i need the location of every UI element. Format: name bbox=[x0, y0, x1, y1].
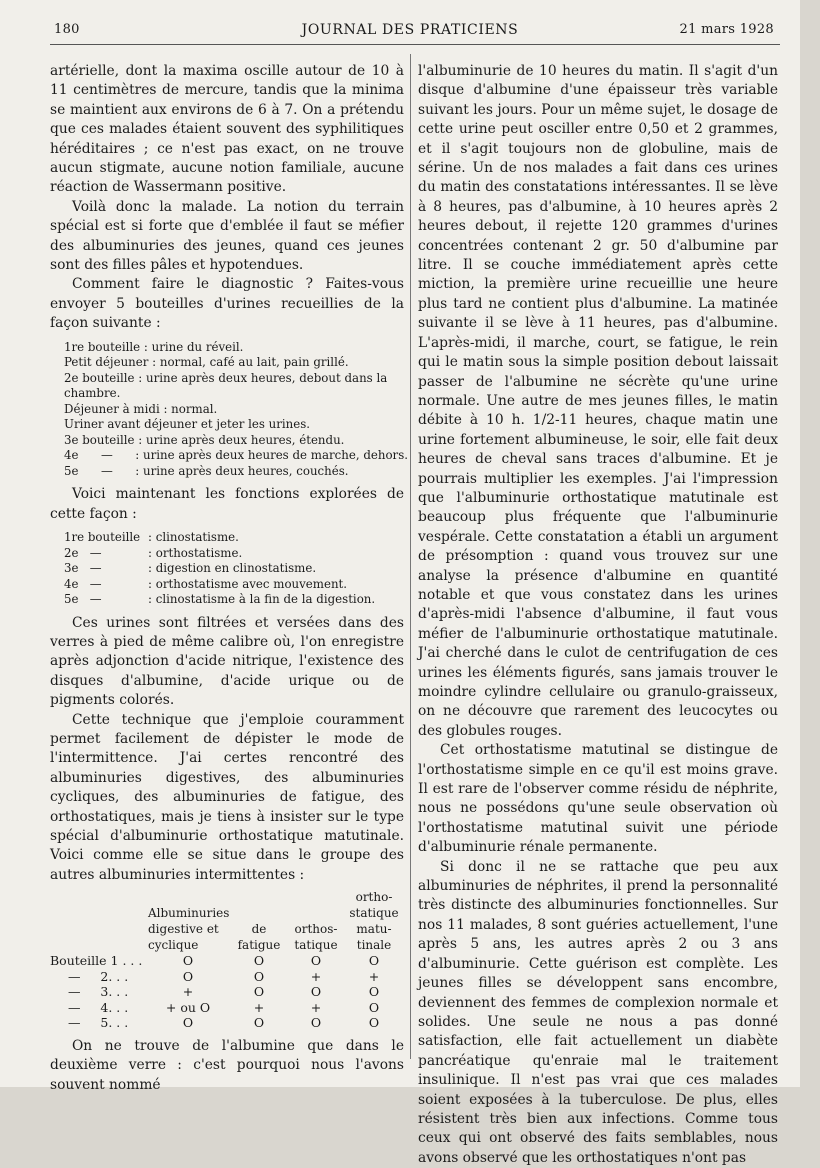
paragraph: Ces urines sont filtrées et versées dans des verres à pied de même calibre où, l'on enregistre après adjonction d'acide nitrique, l'existence des disques d'albumine, d'acide urique ou de pigments colorés. bbox=[50, 614, 404, 709]
table-row bbox=[50, 969, 404, 985]
journal-title: JOURNAL DES PRATICIENS bbox=[301, 22, 519, 38]
paragraph: artérielle, dont la maxima oscille autour de 10 à 11 centimètres de mercure, tandis que la minima se maintient aux environs de 6 à 7. On a prétendu que ces malades étaient souvent des syphilitiques héréditaires ; ce n'est pas exact, on ne trouve aucun stigmate, aucune notion familiale, aucune réaction de Wassermann positive. bbox=[50, 63, 404, 196]
protocol-item: 2e bouteille : urine après deux heures, debout dans la chambre. bbox=[64, 370, 388, 401]
table-cell: + bbox=[182, 984, 194, 1000]
table-header-cell bbox=[50, 889, 146, 953]
table-cell: O bbox=[182, 968, 194, 984]
paragraph: Cette technique que j'emploie couramment permet facilement de dépister le mode de l'intermittence. J'ai certes rencontré des albuminuries digestives, des albuminuries cycliques, des albuminuries de fatigue, des orthostatiques, mais je tiens à insister sur le type spécial d'albuminurie orthostatique matutinale. Voici comme elle se situe dans le groupe des autres albuminuries intermittentes : bbox=[50, 711, 404, 883]
table-cell: O bbox=[368, 953, 380, 969]
albuminuria-table bbox=[50, 889, 404, 1031]
function-label: 5e — bbox=[64, 592, 102, 606]
paragraph: Si donc il ne se rattache que peu aux albuminuries de néphrites, il prend la personnalité très distincte des albuminuries fonctionnelles. Sur nos 11 malades, 8 sont guéries actuellement, l'une après 5 ans, les autres après 2 ou 3 ans d'albuminurie. Cette guérison est complète. Les jeunes filles se développent sans encombre, deviennent des femmes de complexion normale et solides. Une seule ne nous a pas donné satisfaction, elle fait actuellement un diabète pancréatique qu'enraie mal le traitement insulinique. Il n'est pas vrai que ces malades soient exposées à la tuberculose. De plus, elles résistent très bien aux infections. Comme tous ceux qui ont observé des faits semblables, nous avons observé que les orthostatiques n'ont pas bbox=[418, 858, 778, 1166]
table-cell: — 5. . . bbox=[68, 1015, 129, 1031]
protocol-item: 1re bouteille : urine du réveil. bbox=[64, 339, 244, 354]
table-cell: O bbox=[368, 1015, 380, 1031]
table-cell: O bbox=[368, 999, 380, 1015]
left-column bbox=[50, 62, 408, 1095]
functions-list bbox=[64, 530, 404, 608]
function-item bbox=[64, 561, 404, 577]
paragraph: Voilà donc la malade. La notion du terrain spécial est si forte que d'emblée il faut se méfier des albuminuries des jeunes, quand ces jeunes sont des filles pâles et hypotendues. bbox=[50, 198, 404, 274]
table-cell: O bbox=[253, 1015, 265, 1031]
table-cell: O bbox=[182, 1015, 194, 1031]
bottle-protocol-list bbox=[64, 339, 408, 480]
table-cell: — 3. . . bbox=[68, 984, 129, 1000]
table-cell: O bbox=[253, 968, 265, 984]
table-cell: + ou O bbox=[165, 999, 211, 1015]
table-header-cell: de fatigue bbox=[237, 922, 281, 953]
function-item bbox=[64, 592, 404, 608]
function-label: 4e — bbox=[64, 576, 102, 591]
table-cell: — 4. . . bbox=[68, 999, 129, 1015]
table-cell: O bbox=[310, 953, 322, 969]
table-cell: O bbox=[182, 953, 194, 969]
right-column bbox=[418, 62, 778, 1168]
protocol-item: Petit déjeuner : normal, café au lait, pain grillé. bbox=[64, 355, 349, 370]
function-label: 1re bouteille bbox=[64, 530, 141, 544]
table-cell: O bbox=[368, 984, 380, 1000]
protocol-item: 4e — : urine après deux heures de marche, dehors. bbox=[64, 448, 408, 463]
function-text: : orthostatisme avec mouvement. bbox=[148, 576, 348, 591]
table-cell: + bbox=[368, 968, 380, 984]
function-item bbox=[64, 546, 404, 562]
table-header-row bbox=[50, 889, 404, 953]
table-cell: O bbox=[310, 984, 322, 1000]
table-cell: O bbox=[310, 1015, 322, 1031]
protocol-item: Déjeuner à midi : normal. bbox=[64, 401, 218, 416]
table-row bbox=[50, 1000, 404, 1016]
function-item bbox=[64, 530, 404, 546]
table-header-cell: ortho-statique matu-tinale bbox=[349, 890, 399, 953]
table-header-cell: orthos-tatique bbox=[294, 922, 338, 953]
table-cell: + bbox=[310, 968, 322, 984]
table-row bbox=[50, 984, 404, 1000]
paragraph: Voici maintenant les fonctions explorées de cette façon : bbox=[50, 486, 404, 522]
header-rule bbox=[50, 44, 780, 45]
function-label: 2e — bbox=[64, 545, 102, 560]
function-text: : digestion en clinostatisme. bbox=[148, 561, 317, 575]
function-label: 3e — bbox=[64, 561, 102, 575]
issue-date: 21 mars 1928 bbox=[679, 22, 774, 37]
table-cell: O bbox=[253, 984, 265, 1000]
column-divider bbox=[410, 54, 411, 1059]
table-row bbox=[50, 1015, 404, 1031]
paragraph: Cet orthostatisme matutinal se distingue de l'orthostatisme simple en ce qu'il est moins grave. Il est rare de l'observer comme résidu de néphrite, nous ne possédons qu'une seule observation où l'orthostatisme matutinal suivit une période d'albuminurie rénale permanente. bbox=[418, 742, 778, 856]
table-row bbox=[50, 953, 404, 969]
table-cell: O bbox=[253, 953, 265, 969]
table-cell: — 2. . . bbox=[68, 968, 129, 984]
paragraph: l'albuminurie de 10 heures du matin. Il s'agit d'un disque d'albumine d'une épaisseur très variable suivant les jours. Pour un même sujet, le dosage de cette urine peut osciller entre 0,50 et 2 grammes, et il s'agit toujours non de globuline, mais de sérine. Un de nos malades a fait dans ces urines du matin des constatations intéressantes. Il se lève à 8 heures, pas d'albumine, à 10 heures après 2 heures debout, il rejette 120 grammes d'urines concentrées contenant 2 gr. 50 d'albumine par litre. Il se couche immédiatement après cette miction, la première urine recueillie une heure plus tard ne contient plus d'albumine. La matinée suivante il se lève à 11 heures, pas d'albumine. L'après-midi, il marche, court, se fatigue, le rein qui le matin sous la simple position debout laissait passer de l'albumine ne sécrète qu'une urine normale. Une autre de mes jeunes filles, le matin débite à 10 h. 1/2-11 heures, chaque matin une urine fortement albumineuse, le soir, elle fait deux heures de cheval sans traces d'albumine. Et je pourrais multiplier les exemples. J'ai l'impression que l'albuminurie orthostatique matutinale est beaucoup plus fréquente que l'albuminurie vespérale. Cette constatation a établi un argument de présomption : quand vous trouvez sur une analyse la présence d'albumine en quantité notable et que vous constatez dans les urines d'après-midi l'absence d'albumine, il faut vous méfier de l'albuminurie orthostatique matutinale. J'ai cherché dans le culot de centrifugation de ces urines les éléments figurés, sans jamais trouver le moindre cylindre cellulaire ou granulo-graisseux, on ne découvre que rarement des leucocytes ou des globules rouges. bbox=[418, 63, 778, 739]
protocol-item: Uriner avant déjeuner et jeter les urines. bbox=[64, 417, 311, 432]
function-text: : clinostatisme. bbox=[148, 530, 239, 544]
protocol-item: 3e bouteille : urine après deux heures, étendu. bbox=[64, 432, 345, 447]
table-cell: Bouteille 1 . . . bbox=[50, 953, 143, 969]
function-text: : clinostatisme à la fin de la digestion. bbox=[148, 592, 376, 606]
table-header-cell: Albuminuries digestive et cyclique bbox=[148, 906, 230, 953]
table-cell: + bbox=[253, 999, 265, 1015]
table-cell: + bbox=[310, 999, 322, 1015]
protocol-item: 5e — : urine après deux heures, couchés. bbox=[64, 463, 349, 478]
page-number: 180 bbox=[54, 22, 80, 37]
function-item bbox=[64, 577, 404, 593]
function-text: : orthostatisme. bbox=[148, 545, 243, 560]
paragraph: On ne trouve de l'albumine que dans le deuxième verre : c'est pourquoi nous l'avons souvent nommé bbox=[50, 1037, 404, 1093]
paragraph: Comment faire le diagnostic ? Faites-vous envoyer 5 bouteilles d'urines recueillies de la façon suivante : bbox=[50, 276, 404, 332]
